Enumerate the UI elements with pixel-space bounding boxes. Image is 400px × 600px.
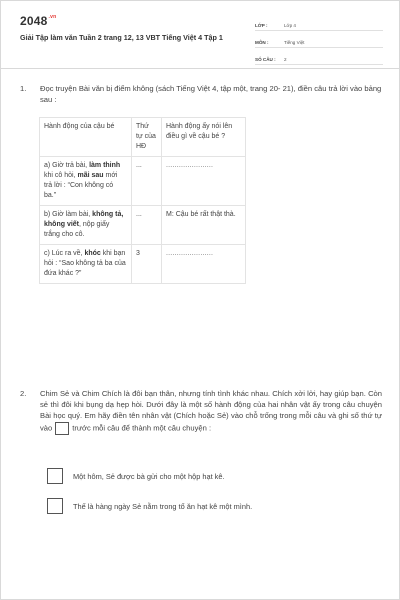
question-number: 2. xyxy=(20,389,27,398)
meta-key: LỚP : xyxy=(255,23,268,28)
cell-bold: mãi sau xyxy=(77,172,104,179)
meaning-cell: M: Cậu bé rất thật thà. xyxy=(162,206,246,245)
question-number: 1. xyxy=(20,84,27,93)
order-checkbox[interactable] xyxy=(47,468,63,484)
meta-key: MÔN : xyxy=(255,40,269,45)
meta-row-question-count xyxy=(255,51,383,65)
cell-bold: làm thinh xyxy=(89,162,121,169)
cell-text: c) Lúc ra về, xyxy=(44,250,85,257)
table-row xyxy=(40,157,246,206)
meta-key: SỐ CÂU : xyxy=(255,57,276,62)
meta-row-class xyxy=(255,17,383,31)
option-item xyxy=(47,498,367,516)
cell-text: khi cô hỏi, xyxy=(44,172,78,179)
table-row xyxy=(40,206,246,245)
cell-text: khi bạn hỏi : “Sao không tả ba của đứa khác ?” xyxy=(44,250,126,277)
meta-value: Lớp 4 xyxy=(284,23,296,28)
action-cell xyxy=(40,157,132,206)
table-header: Thứ tự của HĐ xyxy=(132,118,162,157)
question-text xyxy=(40,388,382,435)
cell-bold: khóc xyxy=(84,250,101,257)
table-row xyxy=(40,245,246,284)
question-text-part: trước mỗi câu để thành một câu chuyện : xyxy=(72,423,212,433)
order-cell[interactable]: ... xyxy=(132,206,162,245)
site-logo[interactable] xyxy=(20,14,56,28)
inline-checkbox[interactable] xyxy=(55,422,69,435)
table-header: Hành động của cậu bé xyxy=(40,118,132,157)
order-checkbox[interactable] xyxy=(47,498,63,514)
document-title: Giải Tập làm văn Tuần 2 trang 12, 13 VBT Tiếng Việt 4 Tập 1 xyxy=(20,33,223,42)
cell-text: , nộp giấy trắng cho cô. xyxy=(44,221,110,238)
logo-suffix: .vn xyxy=(48,14,57,20)
action-cell xyxy=(40,245,132,284)
meta-value: Tiếng Việt xyxy=(284,40,305,45)
question-text-part: Chim Sẻ và Chim Chích là đôi bạn thân, nhưng tính tình khác nhau. Chích xởi lởi, hay giúp bạn. Còn sẻ thì đôi khi bụng dạ hẹp hòi. Dưới đây là một số hành động của hai nhân vật ấy trong câu chuyện Bài học quý. Em hãy điền tên nhân vật (Chích hoặc Sẻ) vào chỗ trống trong mỗi câu và ghi số thứ tự vào xyxy=(40,389,382,433)
cell-bold: không tả, không viết xyxy=(44,211,124,228)
logo-text: 2048 xyxy=(20,14,48,28)
cell-text: a) Giờ trả bài, xyxy=(44,162,90,169)
meaning-cell[interactable]: ...................... xyxy=(162,157,246,206)
option-item xyxy=(47,468,367,486)
cell-text: mới trả lời : “Con không có ba.” xyxy=(44,172,118,199)
meta-value: 2 xyxy=(284,57,287,62)
order-cell[interactable]: ... xyxy=(132,157,162,206)
table-header-row xyxy=(40,118,246,157)
order-cell: 3 xyxy=(132,245,162,284)
table-header: Hành động ấy nói lên điều gì về cậu bé ? xyxy=(162,118,246,157)
action-cell xyxy=(40,206,132,245)
meta-row-subject xyxy=(255,34,383,48)
meaning-cell[interactable]: ...................... xyxy=(162,245,246,284)
answer-table xyxy=(39,117,246,284)
question-text: Đọc truyện Bài văn bị điểm không (sách Tiếng Việt 4, tập một, trang 20- 21), điền câu trả lời vào bảng sau : xyxy=(40,84,382,104)
cell-text: b) Giờ làm bài, xyxy=(44,211,93,218)
document-meta xyxy=(255,17,383,68)
page-header xyxy=(1,1,400,69)
option-label: Thế là hàng ngày Sẻ nằm trong tổ ăn hạt kê một mình. xyxy=(73,502,253,511)
option-label: Một hôm, Sẻ được bà gửi cho một hộp hạt kê. xyxy=(73,472,225,481)
